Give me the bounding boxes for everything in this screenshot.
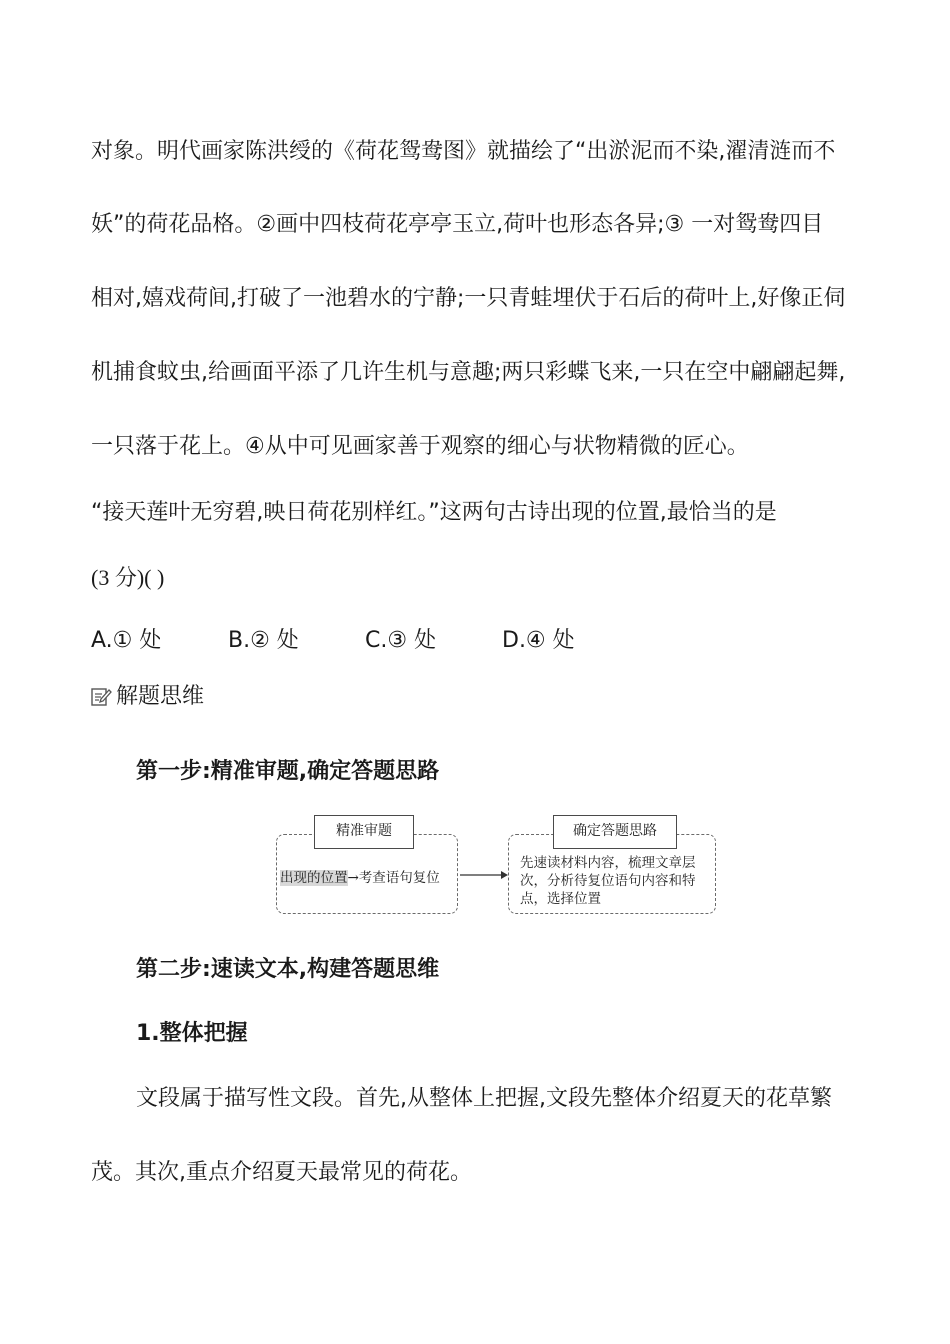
left-content	[280, 869, 440, 887]
step1-heading: 第一步:精准审题,确定答题思路	[136, 759, 440, 784]
left-title-box: 精准审题	[314, 815, 414, 849]
step2-subheading: 1.整体把握	[136, 1021, 248, 1046]
answer-diagram	[270, 812, 720, 917]
right-title-box: 确定答题思路	[553, 815, 677, 849]
step2-line-1: 文段属于描写性文段。首先,从整体上把握,文段先整体介绍夏天的花草繁	[136, 1086, 832, 1111]
line: 机捕食蚊虫,给画面平添了几许生机与意趣;两只彩蝶飞来,一只在空中翩翩起舞,	[91, 360, 846, 385]
thinking-label: 解题思维	[116, 684, 205, 709]
connector-arrow	[458, 868, 510, 882]
option-c[interactable]: C.③ 处	[365, 628, 437, 653]
question-score: (3 分)( )	[91, 565, 165, 590]
line: 妖”的荷花品格。②画中四枝荷花亭亭玉立,荷叶也形态各异;③ 一对鸳鸯四目	[91, 212, 824, 237]
thinking-header	[90, 682, 204, 712]
line: 相对,嬉戏荷间,打破了一池碧水的宁静;一只青蛙埋伏于石后的荷叶上,好像正伺	[91, 286, 846, 311]
left-text: 考查语句复位	[358, 870, 440, 886]
arrow-icon: →	[347, 870, 359, 886]
step2-line-2: 茂。其次,重点介绍夏天最常见的荷花。	[91, 1160, 472, 1185]
step2-heading: 第二步:速读文本,构建答题思维	[136, 957, 440, 982]
right-line-1: 先速读材料内容，梳理文章层	[520, 855, 696, 871]
highlight-term: 出现的位置	[280, 870, 348, 886]
note-edit-icon	[90, 686, 112, 708]
line: 一只落于花上。④从中可见画家善于观察的细心与状物精微的匠心。	[91, 434, 749, 459]
option-d[interactable]: D.④ 处	[502, 628, 575, 653]
right-line-2: 次，分析待复位语句内容和特	[520, 873, 696, 889]
right-line-3: 点，选择位置	[520, 891, 601, 907]
question-text: “接天莲叶无穷碧,映日荷花别样红。”这两句古诗出现的位置,最恰当的是	[91, 500, 777, 525]
option-b[interactable]: B.② 处	[228, 628, 299, 653]
line: 对象。明代画家陈洪绶的《荷花鸳鸯图》就描绘了“出淤泥而不染,濯清涟而不	[91, 139, 836, 164]
option-a[interactable]: A.① 处	[91, 628, 162, 653]
